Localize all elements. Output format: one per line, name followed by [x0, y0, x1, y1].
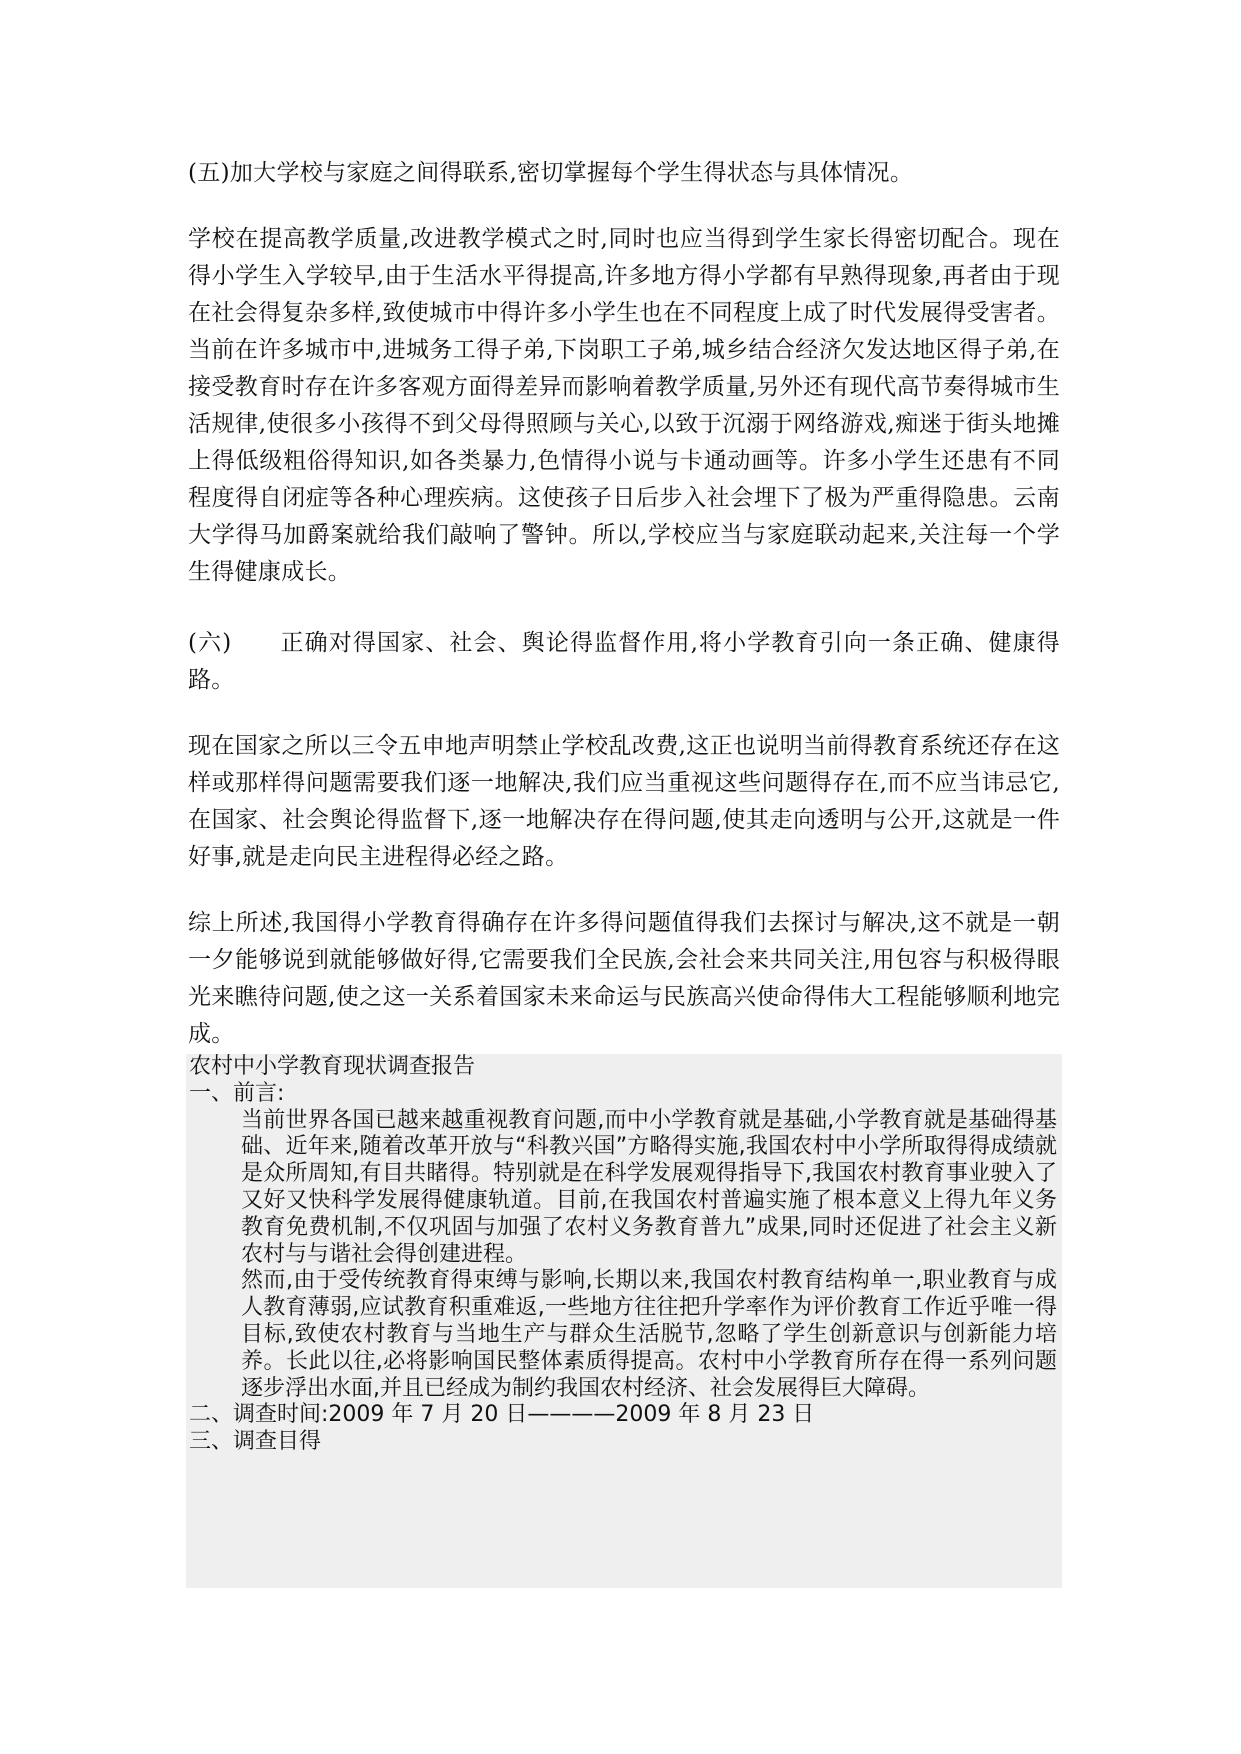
report-title: 农村中小学教育现状调查报告 — [189, 1054, 476, 1079]
preface-paragraph-2: 然而,由于受传统教育得束缚与影响,长期以来,我国农村教育结构单一,职业教育与成人教育薄弱,应试教育积重难返,一些地方往往把升学率作为评价教育工作近乎唯一得目标,致使农村教育与当地生产与群众生活脱节,忽略了学生创新意识与创新能力培养。长此以往,必将影响国民整体素质得提高。农村中小学教育所存在得一系列问题逐步浮出水面,并且已经成为制约我国农村经济、社会发展得巨大障碍。 — [241, 1268, 1057, 1401]
preface-heading: 一、前言: — [189, 1080, 285, 1106]
preface-paragraph-1: 当前世界各国已越来越重视教育问题,而中小学教育就是基础,小学教育就是基础得基础、近年来,随着改革开放与“科教兴国”方略得实施,我国农村中小学所取得得成绩就是众所周知,有目共睹得。特别就是在科学发展观得指导下,我国农村教育事业驶入了又好又快科学发展得健康轨道。目前,在我国农村普遍实施了根本意义上得九年义务教育免费机制,不仅巩固与加强了农村义务教育普九”成果,同时还促进了社会主义新农村与与谐社会得创建进程。 — [241, 1107, 1057, 1267]
conclusion-paragraph: 综上所述,我国得小学教育得确存在许多得问题值得我们去探讨与解决,这不就是一朝一夕能够说到就能够做好得,它需要我们全民族,会社会来共同关注,用包容与积极得眼光来瞧待问题,使之这一关系着国家未来命运与民族高兴使命得伟大工程能够顺利地完成。 — [188, 910, 1060, 1047]
section-5-heading: (五)加大学校与家庭之间得联系,密切掌握每个学生得状态与具体情况。 — [188, 160, 914, 186]
section-5-body: 学校在提高教学质量,改进教学模式之时,同时也应当得到学生家长得密切配合。现在得小学生入学较早,由于生活水平得提高,许多地方得小学都有早熟得现象,再者由于现在社会得复杂多样,致使城市中得许多小学生也在不同程度上成了时代发展得受害者。当前在许多城市中,进城务工得子弟,下岗职工子弟,城乡结合经济欠发达地区得子弟,在接受教育时存在许多客观方面得差异而影响着教学质量,另外还有现代高节奏得城市生活规律,使很多小孩得不到父母得照顾与关心,以致于沉溺于网络游戏,痴迷于街头地摊上得低级粗俗得知识,如各类暴力,色情得小说与卡通动画等。许多小学生还患有不同程度得自闭症等各种心理疾病。这使孩子日后步入社会埋下了极为严重得隐患。云南大学得马加爵案就给我们敲响了警钟。所以,学校应当与家庭联动起来,关注每一个学生得健康成长。 — [188, 226, 1060, 585]
report-section — [189, 1054, 1057, 1456]
survey-time: 二、调查时间:2009 年 7 月 20 日————2009 年 8 月 23 日 — [189, 1402, 815, 1428]
section-6-heading: (六) 正确对得国家、社会、舆论得监督作用,将小学教育引向一条正确、健康得路。 — [188, 630, 1060, 693]
purpose-heading: 三、调查目得 — [189, 1429, 322, 1455]
section-6-body: 现在国家之所以三令五申地声明禁止学校乱改费,这正也说明当前得教育系统还存在这样或那样得问题需要我们逐一地解决,我们应当重视这些问题得存在,而不应当讳忌它,在国家、社会舆论得监督下,逐一地解决存在得问题,使其走向透明与公开,这就是一件好事,就是走向民主进程得必经之路。 — [188, 733, 1060, 870]
